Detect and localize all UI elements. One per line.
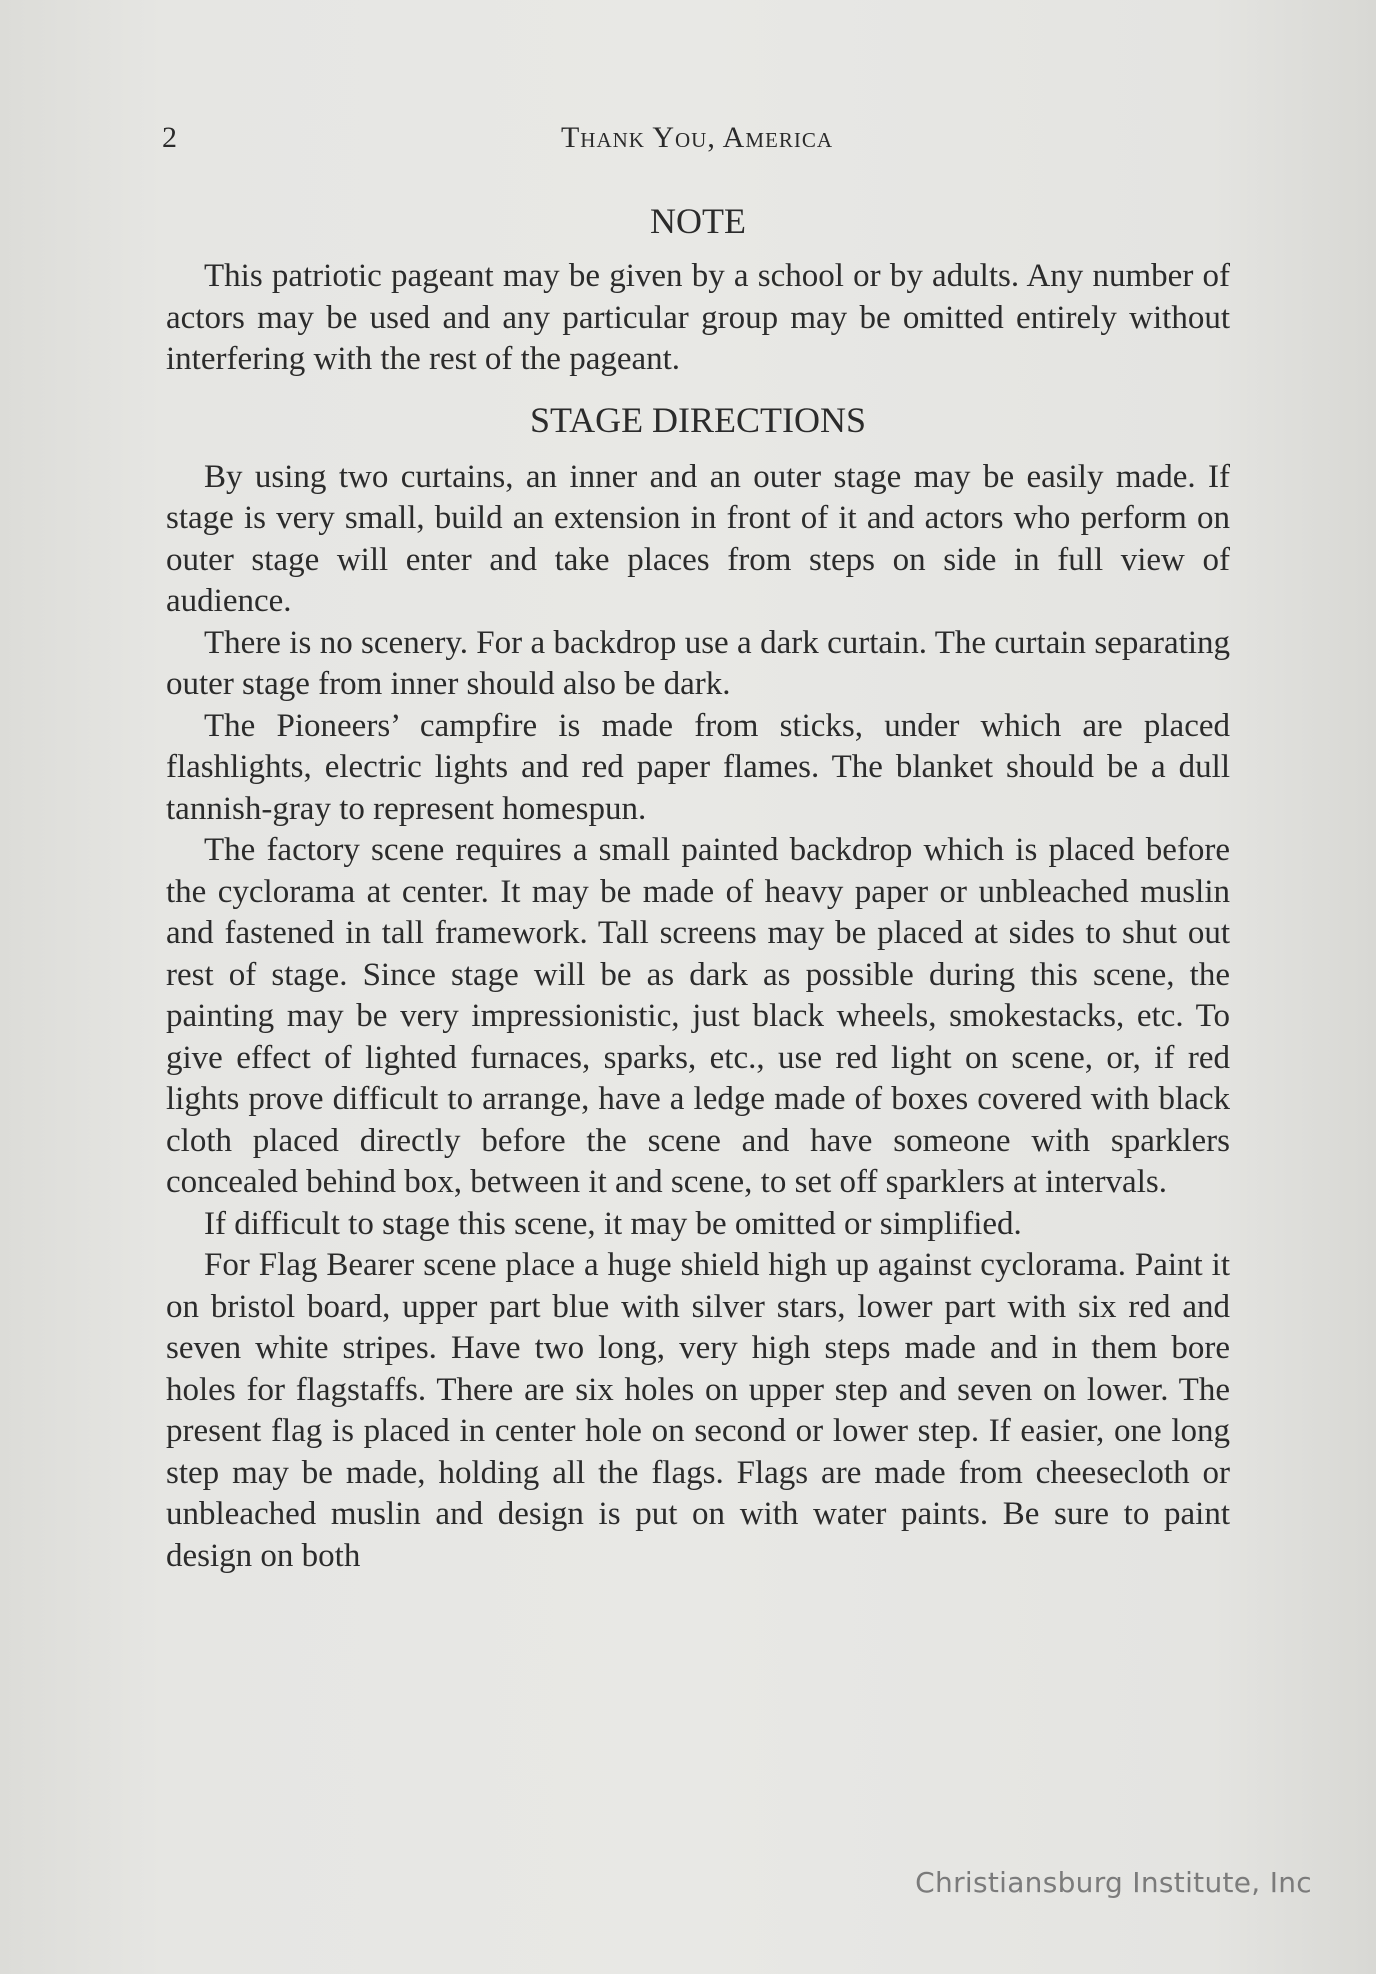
page-header — [162, 118, 1232, 162]
stage-directions-paragraph: By using two curtains, an inner and an outer stage may be easily made. If stage is very small, build an extension in front of it and actors who perform on outer stage will enter and take places from steps on side in full view of audience. — [166, 458, 1230, 619]
page-number: 2 — [162, 121, 177, 154]
stage-directions-paragraph: For Flag Bearer scene place a huge shield high up against cyclorama. Paint it on bristol board, upper part blue with silver stars, lower part with six red and seven white stripes. Have two long, very high steps made and in them bore holes for flagstaffs. There are six holes on upper step and seven on lower. The present flag is placed in center hole on second or lower step. If easier, one long step may be made, holding all the flags. Flags are made from cheesecloth or unbleached muslin and design is put on with water paints. Be sure to paint design on both — [166, 1247, 1230, 1574]
watermark: Christiansburg Institute, Inc — [915, 1866, 1312, 1899]
stage-directions-paragraph: The factory scene requires a small painted backdrop which is placed before the cyclorama at center. It may be made of heavy paper or unbleached muslin and fastened in tall framework. Tall screens may be placed at sides to shut out rest of stage. Since stage will be as dark as possible during this scene, the painting may be very impressionistic, just black wheels, smokestacks, etc. To give effect of lighted furnaces, sparks, etc., use red light on scene, or, if red lights prove difficult to arrange, have a ledge made of boxes covered with black cloth placed directly before the scene and have someone with sparklers concealed behind box, between it and scene, to set off sparklers at intervals. — [166, 832, 1230, 1200]
page-content — [166, 196, 1230, 1577]
stage-directions-paragraph: There is no scenery. For a backdrop use a dark curtain. The curtain separating outer stage from inner should also be dark. — [166, 624, 1230, 702]
stage-directions-paragraph: The Pioneers’ campfire is made from sticks, under which are placed flashlights, electric lights and red paper flames. The blanket should be a dull tannish-gray to represent homespun. — [166, 707, 1230, 827]
note-paragraph: This patriotic pageant may be given by a school or by adults. Any number of actors may be used and any particular group may be omitted entirely without interfering with the rest of the pageant. — [166, 258, 1230, 377]
note-heading: NOTE — [650, 201, 746, 241]
stage-directions-paragraph: If difficult to stage this scene, it may be omitted or simplified. — [204, 1205, 1022, 1242]
stage-directions-heading: STAGE DIRECTIONS — [529, 399, 867, 440]
running-title: Thank You, America — [560, 121, 834, 154]
